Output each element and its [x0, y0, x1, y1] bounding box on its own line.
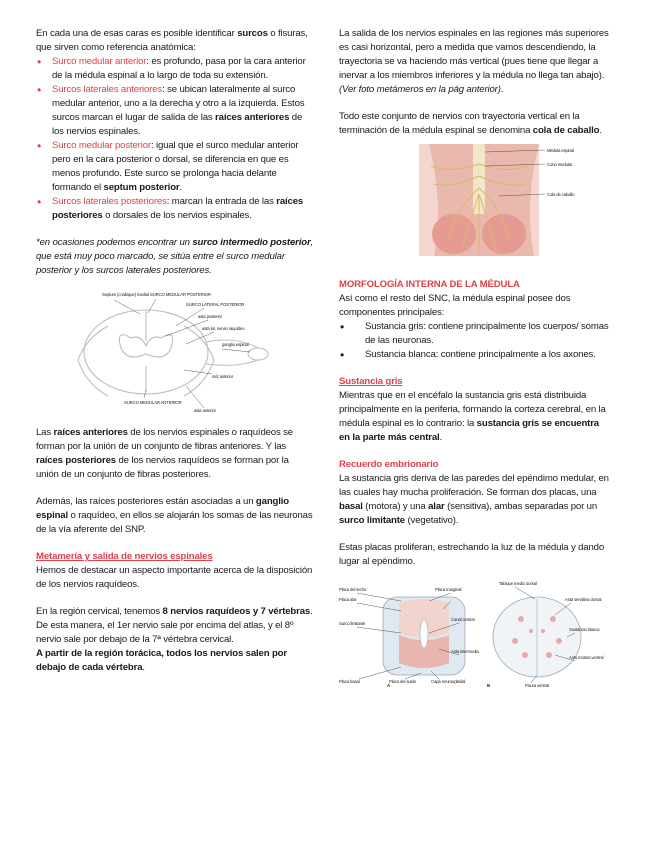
metameria-heading: Metamería y salida de nervios espinales	[36, 551, 213, 562]
label-raiz-anterior: raíz anterior	[212, 374, 233, 379]
intro-paragraph	[36, 27, 314, 55]
label-capa-neuroepitelial: Capa neuroepitelial	[431, 679, 466, 684]
morfologia-paragraph: Así como el resto del SNC, la médula espinal posee dos componentes principales:	[339, 293, 571, 318]
label-septum: Septum (o tabique) medial	[102, 292, 149, 297]
intro-bold: surcos	[237, 28, 268, 39]
label-ganglio: ganglio espinal	[222, 342, 249, 347]
raices-paragraph: Las raíces anteriores de los nervios espinales o raquídeos se forman por la unión de un conjunto de fibras anteriores. Y las raíces posteriores de los nervios raquídeos se forman por la unión de un conjunto de fibras posteriores.	[36, 427, 293, 480]
sustancia-gris-heading: Sustancia gris	[339, 376, 403, 387]
label-asta-sensitiva: Asta sensitiva dorsal	[565, 597, 602, 602]
left-column	[36, 27, 314, 675]
label-sustancia-blanca: Sustancia blanca	[569, 627, 600, 632]
list-item: • Sustancia blanca: contiene principalmente a los axones.	[339, 348, 611, 362]
cola-paragraph: Todo este conjunto de nervios con trayectoria vertical en la terminación de la médula espinal se denomina cola de caballo.	[339, 111, 602, 136]
list-item: • Sustancia gris: contiene principalmente los cuerpos/ somas de las neuronas.	[339, 320, 611, 348]
label-asta-posterior: asta posterior	[198, 314, 222, 319]
label-placa-marginal: Placa marginal	[435, 587, 462, 592]
label-asta-motora: Asta motora ventral	[569, 655, 604, 660]
componentes-list	[339, 320, 611, 362]
salida-paragraph: La salida de los nervios espinales en las regiones más superiores es casi horizontal, pero a medida que vamos descendiendo, la trayectoria se va haciendo más vertical (pues tiene que llegar a inervar a los miembros inferiores y la médula no llega tan abajo). (Ver foto metámeros en la pág anterior).	[339, 28, 609, 95]
label-placa-basal: Placa basal	[339, 679, 360, 684]
morfologia-heading: MORFOLOGÍA INTERNA DE LA MÉDULA	[339, 279, 520, 290]
right-column	[339, 27, 611, 689]
label-surco-medular-posterior: SURCO MEDULAR POSTERIOR	[150, 292, 211, 297]
label-placa-suelo: Placa del suelo	[389, 679, 416, 684]
embrionario-paragraph: La sustancia gris deriva de las paredes del epéndimo medular, en las cuales hay mucha proliferación. Se forman dos placas, una basal (motora) y una alar (sensitiva), ambas separadas por un surco limitante (vegetativo).	[339, 473, 609, 526]
cola-de-caballo-figure	[419, 144, 611, 256]
toracica-paragraph: A partir de la región torácica, todos los nervios salen por debajo de cada vértebra.	[36, 648, 287, 673]
label-surco-medular-anterior: SURCO MEDULAR ANTERIOR	[124, 400, 182, 405]
spinal-cross-section-figure	[36, 286, 314, 420]
ganglio-paragraph: Además, las raíces posteriores están asociadas a un ganglio espinal o raquídeo, en ellos se alojarán los somas de las neuronas de la vía aferente del SNP.	[36, 496, 313, 535]
list-item: • Surco medular posterior: igual que el surco medular anterior pero en la cara posterior o dorsal, se diferencia en que es menos profundo. Este surco se prolonga hacia delante formando el septum posterior.	[36, 139, 314, 195]
cervical-paragraph: En la región cervical, tenemos 8 nervios raquídeos y 7 vértebras. De esta manera, el 1er nervio sale por encima del atlas, y el 8º nervio sale por debajo de la 7ª vértebra cervical.	[36, 606, 313, 645]
label-fisura-ventral: Fisura ventral	[525, 683, 549, 688]
label-asta-lateral: asta lat. nervio raquídeo	[202, 326, 245, 331]
label-surco-lateral-posterior: SURCO LATERAL POSTERIOR	[186, 302, 245, 307]
embryonic-cord-figure	[339, 579, 611, 689]
metameria-paragraph: Hemos de destacar un aspecto importante acerca de la disposición de los nervios raquídeos.	[36, 565, 313, 590]
list-item: • Surcos laterales anteriores: se ubican lateralmente al surco medular anterior, uno a la derecha y otro a la izquierda. Estos surcos marcan el lugar de salida de las raíces anteriores de los nervios espinales.	[36, 83, 314, 139]
surcos-list	[36, 55, 314, 223]
note-paragraph: *en ocasiones podemos encontrar un surco intermedio posterior, que está muy poco marcado, se sitúa entre el surco medular posterior y los surcos laterales posteriores.	[36, 237, 314, 276]
list-item: • Surco medular anterior: es profundo, pasa por la cara anterior de la médula espinal a lo largo de toda su extensión.	[36, 55, 314, 83]
label-b: B	[487, 683, 490, 688]
sustancia-gris-paragraph: Mientras que en el encéfalo la sustancia gris está distribuida principalmente en la periferia, formando la corteza cerebral, en la médula espinal es lo contrario: la sustancia gris se encuentra en la parte más central.	[339, 390, 606, 443]
intro-rest: o fisuras, que sirven como referencia anatómica:	[36, 28, 308, 53]
label-canal-central: Canal central	[451, 617, 475, 622]
label-placa-alar: Placa alar	[339, 597, 357, 602]
intro-text: En cada una de esas caras es posible identificar	[36, 28, 238, 39]
label-asta-anterior: asta anterior	[194, 408, 216, 413]
embrionario-heading: Recuerdo embrionario	[339, 459, 439, 470]
list-item: • Surcos laterales posteriores: marcan la entrada de las raíces posteriores o dorsales de los nervios espinales.	[36, 195, 314, 223]
label-cono-medular: Cono medular	[547, 162, 573, 167]
label-cola-de-caballo: Cola de caballo	[547, 192, 575, 197]
label-placa-techo: Placa del techo	[339, 587, 367, 592]
label-surco-limitante: Surco limitante	[339, 621, 366, 626]
label-asta-intermedia: Asta intermedia	[451, 649, 479, 654]
label-a: A	[387, 683, 390, 688]
label-tabique: Tabique medio dorsal	[499, 581, 537, 586]
label-medula-espinal: Médula espinal	[547, 148, 574, 153]
placas-paragraph: Estas placas proliferan, estrechando la luz de la médula y dando lugar al epéndimo.	[339, 542, 605, 567]
